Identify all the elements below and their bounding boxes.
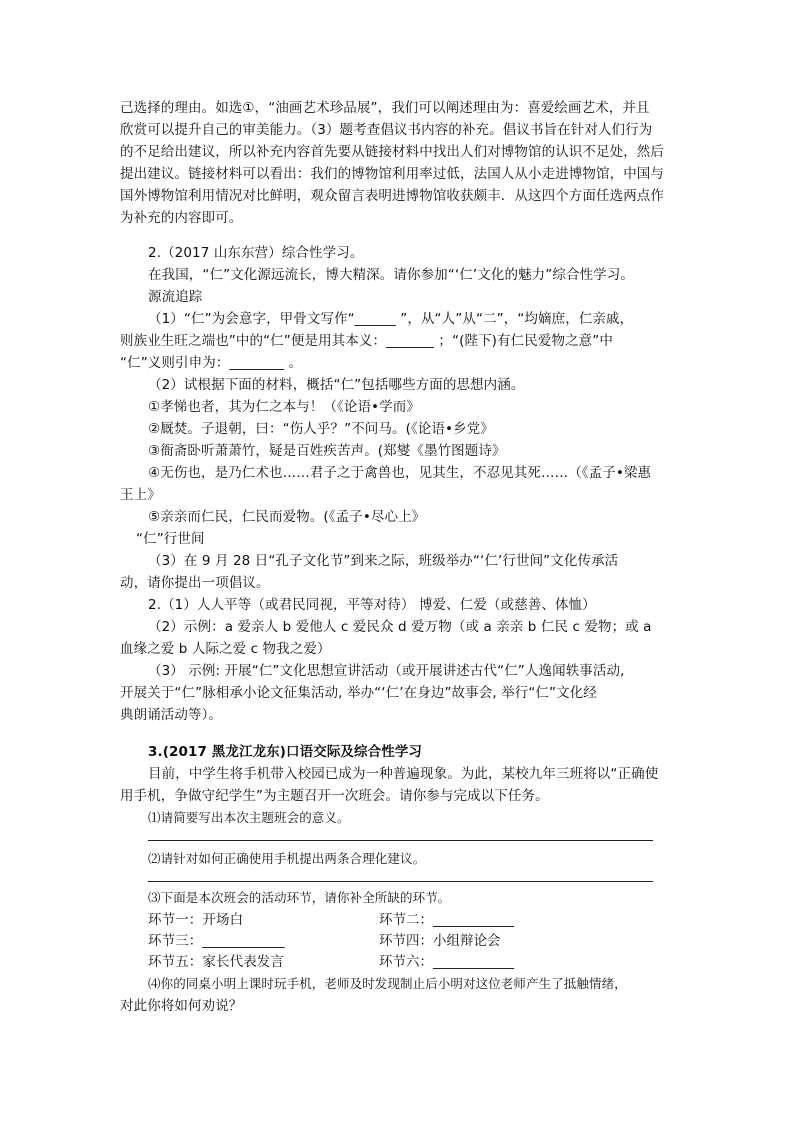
text-line: 国外博物馆利用情况对比鲜明，观众留言表明进博物馆收获颇丰．从这四个方面任选两点作 xyxy=(120,188,664,204)
question-2-intro: 在我国，“仁”文化源远流长，博大精深。请你参加“‘仁’文化的魅力”综合性学习。 xyxy=(148,267,634,283)
material-5: ⑤亲亲而仁民，仁民而爱物。(《孟子•尽心上》 xyxy=(148,509,426,525)
text-line: 欣赏可以提升自己的审美能力。（3）题考查倡议书内容的补充。倡议书旨在针对人们行为 xyxy=(120,122,653,138)
task-4: ⑷你的同桌小明上课时玩手机，老师及时发现制止后小明对这位老师产生了抵触情绪， xyxy=(148,976,627,991)
text-line: 用手机，争做守纪学生”为主题召开一次班会。请你参与完成以下任务。 xyxy=(120,788,549,804)
answer-line: 血缘之爱 b 人际之爱 c 物我之爱） xyxy=(120,641,331,657)
segment-4: 环节四：小组辩论会 xyxy=(379,933,501,949)
material-4: ④无伤也，是乃仁术也……君子之于禽兽也，见其生，不忍见其死……（《孟子•梁惠 xyxy=(148,465,652,481)
task-2: ⑵请针对如何正确使用手机提出两条合理化建议。 xyxy=(148,851,426,866)
section-heading: “仁”行世间 xyxy=(136,531,205,547)
text-line: （3）在 9 月 28 日“孔子文化节”到来之际，班级举办“‘仁’行世间”文化传承活 xyxy=(148,553,619,569)
section-heading: 源流追踪 xyxy=(148,289,203,305)
text-line: 动，请你提出一项倡议。 xyxy=(120,575,270,591)
answer-blank-line xyxy=(148,881,653,882)
task-3: ⑶下面是本次班会的活动环节，请你补全所缺的环节。 xyxy=(148,890,451,905)
material-1: ①孝悌也者，其为仁之本与！（《论语•学而》 xyxy=(148,399,420,415)
text-line: （1）“仁”为会意字，甲骨文写作“______ ”，从“人”从“二”，“均嫡庶，仁亲戚， xyxy=(148,311,634,327)
answer-blank-line xyxy=(148,840,653,841)
text-line: 则族业生旺之端也”中的“仁”便是用其本义：_______ ；“(陛下)有仁民爱物之意”中 xyxy=(120,333,613,349)
answer-line: （3） 示例: 开展“仁”文化思想宣讲活动（或开展讲述古代“仁”人逸闻轶事活动, xyxy=(148,663,625,679)
question-2-title: 2.（2017 山东东营）综合性学习。 xyxy=(148,245,364,261)
segment-3: 环节三：____________ xyxy=(148,933,285,949)
task-4-cont: 对此你将如何劝说？ xyxy=(120,998,243,1014)
answer-line: 典朗诵活动等）。 xyxy=(120,707,223,723)
text-line: 提出建议。链接材料可以看出：我们的博物馆利用率过低，法国人从小走进博物馆，中国与 xyxy=(120,166,664,182)
answer-line: （2）示例：a 爱亲人 b 爱他人 c 爱民众 d 爱万物（或 a 亲亲 b 仁民 c 爱物；或 a xyxy=(148,619,652,635)
answer-line: 开展关于“仁”脉相承小论文征集活动, 举办“‘仁’在身边”故事会, 举行“仁”文化经 xyxy=(120,685,597,701)
material-2: ②厩焚。子退朝，曰：“伤人乎？”不问马。(《论语•乡党》 xyxy=(148,421,494,437)
answer-line: 2.（1）人人平等（或君民同视，平等对待） 博爱、仁爱（或慈善、体恤） xyxy=(148,597,596,613)
text-line: 为补充的内容即可。 xyxy=(120,210,243,226)
text-line: 己选择的理由。如选①，“油画艺术珍品展”，我们可以阐述理由为：喜爱绘画艺术，并且 xyxy=(120,100,650,116)
text-line: （2）试根据下面的材料，概括“仁”包括哪些方面的思想内涵。 xyxy=(148,377,525,393)
text-line: 目前，中学生将手机带入校园已成为一种普遍现象。为此，某校九年三班将以“正确使 xyxy=(148,766,659,782)
material-3: ③衙斋卧听萧萧竹，疑是百姓疾苦声。(郑燮《墨竹图题诗》 xyxy=(148,443,506,459)
segment-1: 环节一：开场白 xyxy=(148,912,244,928)
segment-6: 环节六：____________ xyxy=(379,954,514,970)
material-4-cont: 王上》 xyxy=(120,487,161,503)
segment-2: 环节二：____________ xyxy=(379,912,514,928)
task-1: ⑴请简要写出本次主题班会的意义。 xyxy=(148,810,350,825)
question-3-title: 3.(2017 黑龙江龙东)口语交际及综合性学习 xyxy=(148,744,423,760)
text-line: “仁”义则引申为：________ 。 xyxy=(120,355,303,371)
segment-5: 环节五：家长代表发言 xyxy=(148,954,284,970)
text-line: 的不足给出建议，所以补充内容首先要从链接材料中找出人们对博物馆的认识不足处，然后 xyxy=(120,144,664,160)
